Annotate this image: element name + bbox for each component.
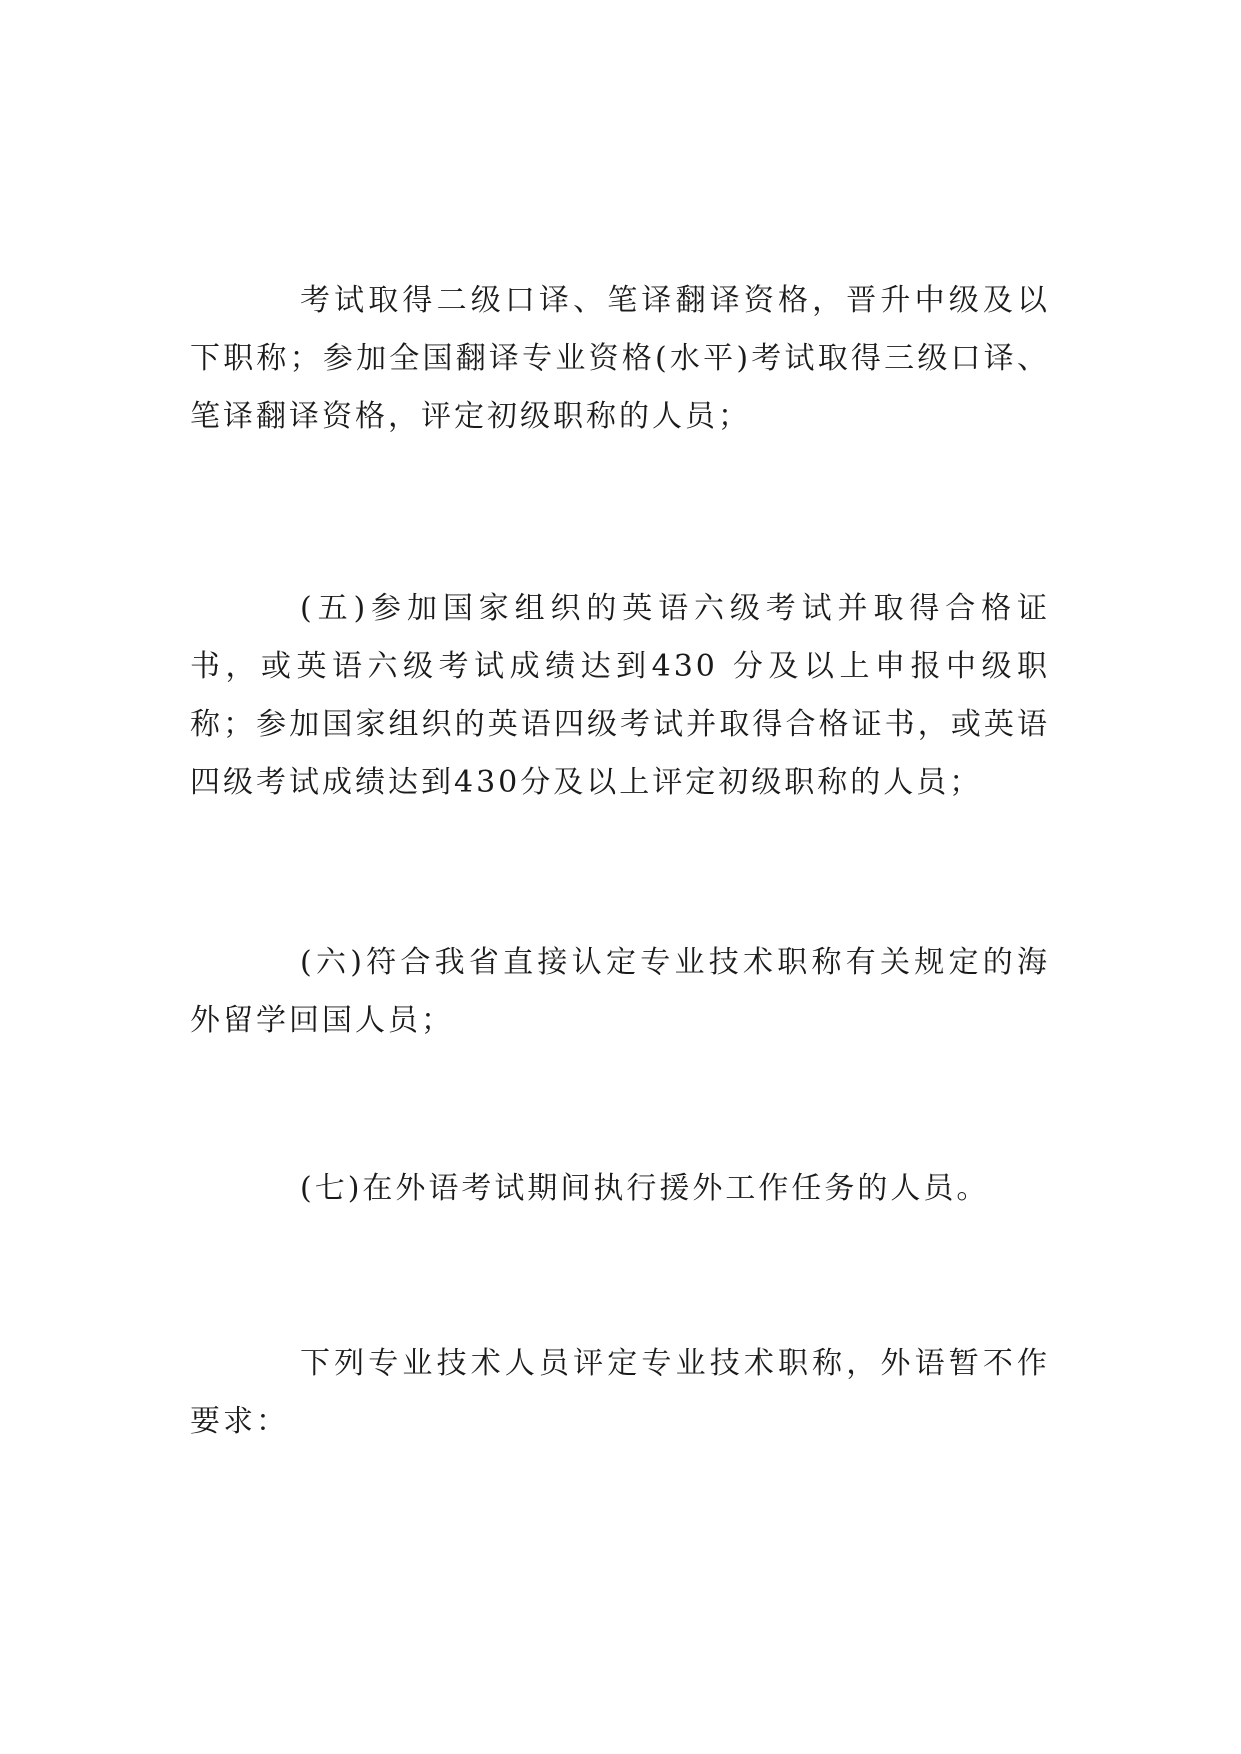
paragraph-exemption-intro: 下列专业技术人员评定专业技术职称，外语暂不作要求： [190,1346,1050,1439]
paragraph-continuation: 考试取得二级口译、笔译翻译资格，晋升中级及以下职称；参加全国翻译专业资格(水平)考试取得三级口译、笔译翻译资格，评定初级职称的人员； [190,283,1050,434]
paragraph-item-5: (五)参加国家组织的英语六级考试并取得合格证书，或英语六级考试成绩达到430 分及以上申报中级职称；参加国家组织的英语四级考试并取得合格证书，或英语四级考试成绩达到430分及以上评定初级职称的人员； [190,591,1050,800]
paragraph-item-6: (六)符合我省直接认定专业技术职称有关规定的海外留学回国人员； [190,945,1050,1038]
paragraph-item-7: (七)在外语考试期间执行援外工作任务的人员。 [300,1171,990,1206]
